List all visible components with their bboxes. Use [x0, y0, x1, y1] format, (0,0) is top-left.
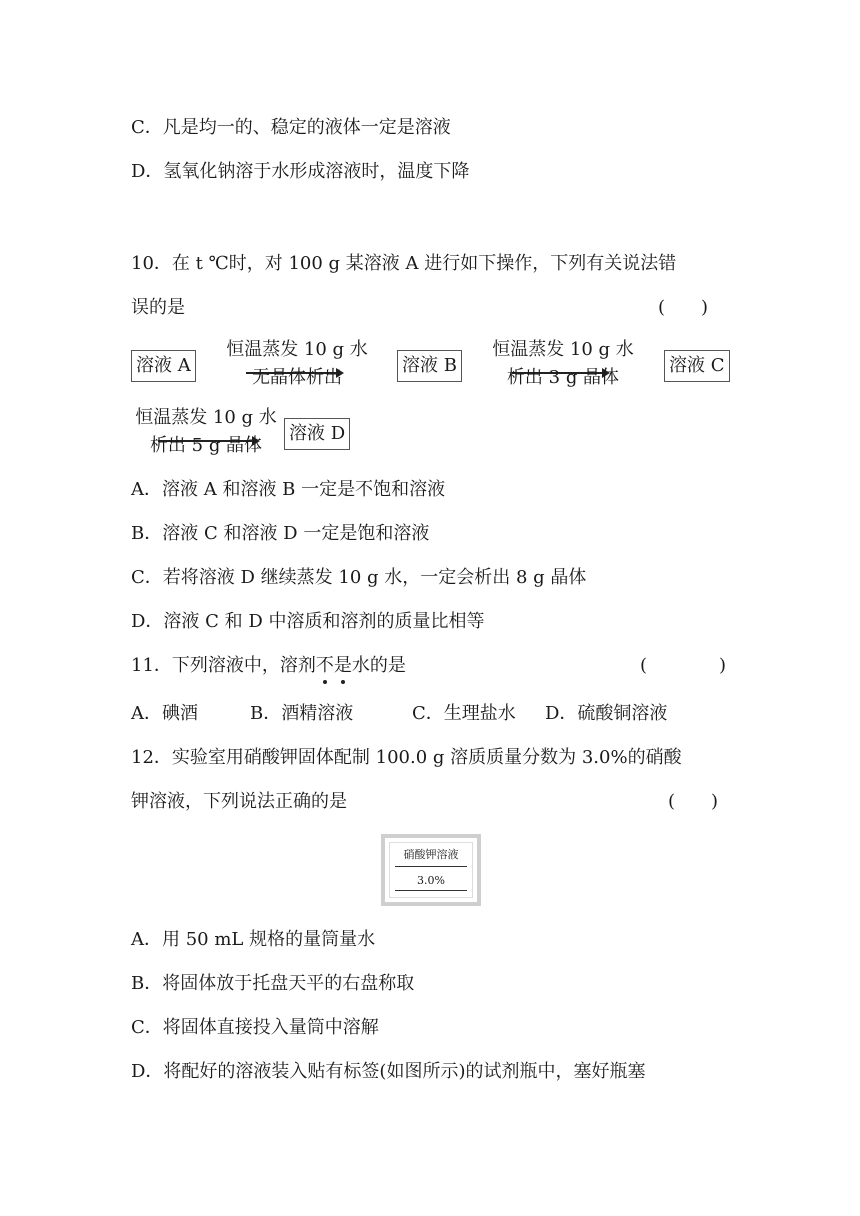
q11-option-c: C．生理盐水 — [412, 703, 516, 724]
step1-bottom-label: 无晶体析出 — [252, 367, 342, 388]
label-solution-name: 硝酸钾溶液 — [403, 848, 459, 861]
q11-option-b: B．酒精溶液 — [250, 703, 354, 724]
q9-option-d: D．氢氧化钠溶于水形成溶液时，温度下降 — [131, 161, 470, 182]
q10-option-d: D．溶液 C 和 D 中溶质和溶剂的质量比相等 — [131, 611, 485, 632]
step2-bottom-label: 析出 3 g 晶体 — [506, 367, 620, 388]
q12-option-c: C．将固体直接投入量筒中溶解 — [131, 1017, 379, 1038]
box-solution-c: 溶液 C — [664, 350, 730, 382]
step1-top-label: 恒温蒸发 10 g 水 — [226, 339, 368, 360]
q12-option-d: D．将配好的溶液装入贴有标签(如图所示)的试剂瓶中，塞好瓶塞 — [131, 1061, 646, 1082]
q11-stem-pre: 11．下列溶液中，溶剂 — [131, 655, 316, 676]
step3-bottom-label: 析出 5 g 晶体 — [149, 435, 263, 456]
q11-emphasis-shi: 是 — [333, 655, 352, 676]
box-solution-a: 溶液 A — [131, 350, 196, 382]
step3-top-label: 恒温蒸发 10 g 水 — [135, 407, 277, 428]
label-percent: 3.0% — [417, 874, 445, 887]
q11-option-a: A．碘酒 — [131, 703, 198, 724]
q12-stem-line-2: 钾溶液，下列说法正确的是 — [131, 791, 347, 812]
q12-option-a: A．用 50 mL 规格的量筒量水 — [131, 929, 376, 950]
box-solution-b: 溶液 B — [397, 350, 462, 382]
q10-option-c: C．若将溶液 D 继续蒸发 10 g 水，一定会析出 8 g 晶体 — [131, 567, 587, 588]
q11-stem — [131, 654, 406, 678]
q11-option-d: D．硫酸铜溶液 — [545, 703, 668, 724]
reagent-label-figure — [381, 834, 481, 906]
q12-answer-paren: ( ) — [668, 791, 719, 812]
q12-stem-line-1: 12．实验室用硝酸钾固体配制 100.0 g 溶质质量分数为 3.0%的硝酸 — [131, 747, 682, 768]
q12-option-b: B．将固体放于托盘天平的右盘称取 — [131, 973, 415, 994]
box-solution-d: 溶液 D — [284, 418, 350, 450]
label-rule-top — [395, 866, 467, 867]
label-rule-bottom — [395, 890, 467, 891]
q10-stem-line-1: 10．在 t ℃时，对 100 g 某溶液 A 进行如下操作，下列有关说法错 — [131, 253, 677, 274]
q9-option-c: C．凡是均一的、稳定的液体一定是溶液 — [131, 117, 451, 138]
q11-answer-paren: ( ) — [640, 655, 727, 676]
q11-emphasis-bu: 不 — [315, 655, 334, 676]
q10-stem-line-2: 误的是 — [131, 297, 185, 318]
q11-stem-post: 水的是 — [351, 655, 406, 676]
q10-option-a: A．溶液 A 和溶液 B 一定是不饱和溶液 — [131, 479, 446, 500]
q10-answer-paren: ( ) — [658, 297, 709, 318]
step2-top-label: 恒温蒸发 10 g 水 — [492, 339, 634, 360]
q10-option-b: B．溶液 C 和溶液 D 一定是饱和溶液 — [131, 523, 430, 544]
